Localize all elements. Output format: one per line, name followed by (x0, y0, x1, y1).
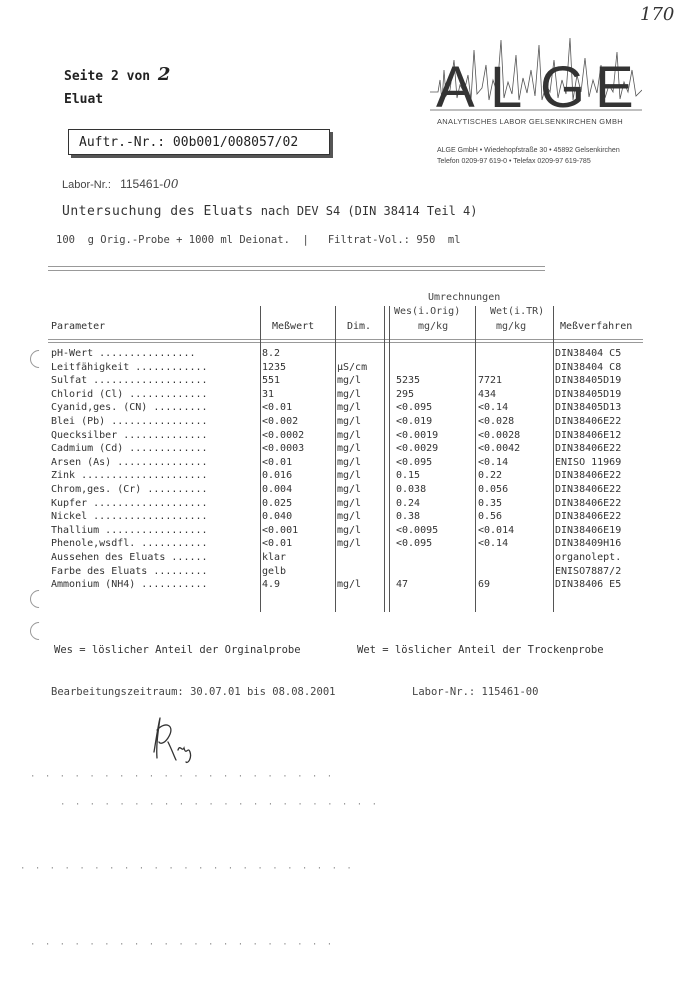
document-title-rest: nach DEV S4 (DIN 38414 Teil 4) (253, 204, 478, 218)
cell-verfahren: DIN38406E12 (555, 429, 622, 441)
table-row (0, 362, 700, 376)
cell-verfahren: DIN38406E22 (555, 511, 622, 523)
cell-wes: <0.095 (396, 538, 433, 550)
cell-dim: mg/l (337, 497, 362, 509)
column-header-parameter: Parameter (51, 321, 106, 332)
section-subtitle: Eluat (64, 92, 104, 107)
cell-dim: mg/l (337, 456, 362, 468)
scan-noise: · · · · · · · · · · · · · · · · · · · · · (30, 772, 335, 782)
scan-noise: · · · · · · · · · · · · · · · · · · · · · (30, 940, 335, 950)
cell-dim: mg/l (337, 402, 362, 414)
cell-verfahren: DIN38406E22 (555, 484, 622, 495)
table-row (0, 348, 700, 362)
cell-verfahren: DIN38404 C8 (555, 361, 622, 373)
logo-subtitle: ANALYTISCHES LABOR GELSENKIRCHEN GMBH (437, 117, 624, 126)
cell-dim: mg/l (337, 538, 362, 550)
legend-wet: Wet = löslicher Anteil der Trockenprobe (357, 644, 604, 656)
cell-verfahren: DIN38406 E5 (555, 579, 622, 591)
cell-parameter: Sulfat ................... (51, 375, 208, 387)
cell-dim: mg/l (337, 524, 362, 536)
cell-messwert: 0.016 (262, 470, 293, 482)
cell-dim: mg/l (337, 375, 362, 387)
cell-parameter: Farbe des Eluats ......... (51, 565, 208, 577)
page-indicator (64, 64, 170, 85)
cell-messwert: 31 (262, 388, 275, 400)
cell-wet: 434 (478, 388, 497, 400)
cell-verfahren: DIN38405D19 (555, 388, 622, 400)
sample-info: 100 g Orig.-Probe + 1000 ml Deionat. | Filtrat-Vol.: 950 ml (56, 234, 461, 246)
table-row (0, 402, 700, 416)
cell-parameter: Quecksilber .............. (51, 429, 208, 441)
table-row (0, 389, 700, 403)
cell-wes: 5235 (396, 375, 421, 387)
table-row (0, 484, 700, 498)
legend-wes: Wes = löslicher Anteil der Orginalprobe (54, 644, 301, 656)
cell-messwert: 1235 (262, 361, 287, 373)
cell-parameter: Thallium ................. (51, 524, 208, 536)
cell-messwert: 4.9 (262, 579, 281, 591)
cell-verfahren: DIN38406E22 (555, 416, 622, 427)
cell-dim: mg/l (337, 484, 362, 495)
cell-parameter: Chrom,ges. (Cr) .......... (51, 484, 208, 495)
cell-parameter: Cadmium (Cd) ............. (51, 443, 208, 455)
column-header-verfahren: Meßverfahren (560, 321, 633, 332)
processing-period: Bearbeitungszeitraum: 30.07.01 bis 08.08.2001 (51, 686, 336, 698)
cell-messwert: 0.040 (262, 511, 293, 523)
cell-wet: <0.028 (478, 416, 515, 427)
cell-parameter: Phenole,wsdfl. ........... (51, 538, 208, 550)
cell-wes: <0.019 (396, 416, 433, 427)
logo-phone: Telefon 0209-97 619-0 • Telefax 0209-97 619-785 (437, 158, 591, 165)
cell-wet: <0.14 (478, 402, 509, 414)
table-row (0, 375, 700, 389)
cell-verfahren: DIN38406E22 (555, 497, 622, 509)
page-total-handwritten: 2 (157, 64, 171, 85)
cell-messwert: 8.2 (262, 348, 281, 359)
cell-wet: 0.22 (478, 470, 503, 482)
scan-noise: · · · · · · · · · · · · · · · · · · · · · · · (20, 864, 354, 874)
column-header-wet: Wet(i.TR) (490, 306, 545, 317)
cell-parameter: pH-Wert ................ (51, 348, 196, 359)
cell-wet: 7721 (478, 375, 503, 387)
cell-parameter: Kupfer ................... (51, 497, 208, 509)
divider-top (48, 266, 545, 267)
table-row (0, 579, 700, 593)
order-number-box: Auftr.-Nr.: 00b001/008057/02 (68, 129, 330, 155)
cell-wes: 0.15 (396, 470, 421, 482)
cell-parameter: Arsen (As) ............... (51, 456, 208, 468)
cell-parameter: Leitfähigkeit ............ (51, 361, 208, 373)
signature (148, 712, 208, 770)
cell-parameter: Cyanid,ges. (CN) ......... (51, 402, 208, 414)
cell-dim: mg/l (337, 470, 362, 482)
cell-wet: <0.0042 (478, 443, 521, 455)
logo-address: ALGE GmbH • Wiedehopfstraße 30 • 45892 Gelsenkirchen (437, 147, 620, 154)
cell-wet: <0.14 (478, 538, 509, 550)
logo-letter-e: E (595, 55, 634, 120)
cell-dim: mg/l (337, 429, 362, 441)
cell-wet: 0.56 (478, 511, 503, 523)
cell-wet: <0.014 (478, 524, 515, 536)
labor-number-hand: 00 (163, 177, 179, 191)
cell-dim: mg/l (337, 443, 362, 455)
table-row (0, 566, 700, 580)
cell-verfahren: ENISO 11969 (555, 456, 622, 468)
cell-messwert: <0.002 (262, 416, 299, 427)
alge-logo (430, 30, 642, 125)
column-unit-wes: mg/kg (418, 321, 449, 332)
cell-messwert: <0.01 (262, 402, 293, 414)
punch-hole-mark (26, 618, 51, 643)
table-row (0, 538, 700, 552)
cell-dim: mg/l (337, 511, 362, 523)
cell-parameter: Zink ..................... (51, 470, 208, 482)
cell-wet: <0.14 (478, 456, 509, 468)
logo-letter-a: A (436, 55, 475, 120)
cell-wet: 69 (478, 579, 491, 591)
cell-messwert: <0.0003 (262, 443, 305, 455)
table-row (0, 470, 700, 484)
divider-top-2 (48, 270, 545, 271)
logo-letter-l: L (490, 55, 523, 120)
cell-verfahren: DIN38409H16 (555, 538, 622, 550)
cell-verfahren: DIN38404 C5 (555, 348, 622, 359)
cell-wes: 0.24 (396, 497, 421, 509)
cell-messwert: <0.01 (262, 456, 293, 468)
cell-messwert: <0.0002 (262, 429, 305, 441)
cell-messwert: 0.004 (262, 484, 293, 495)
cell-dim: mg/l (337, 416, 362, 427)
cell-verfahren: DIN38405D19 (555, 375, 622, 387)
cell-dim: µS/cm (337, 361, 368, 373)
table-row (0, 552, 700, 566)
cell-messwert: <0.01 (262, 538, 293, 550)
cell-verfahren: DIN38406E22 (555, 443, 622, 455)
cell-messwert: 0.025 (262, 497, 293, 509)
document-title-main: Untersuchung des Eluats (62, 204, 254, 219)
table-row (0, 498, 700, 512)
cell-dim: mg/l (337, 579, 362, 591)
cell-wes: <0.0029 (396, 443, 439, 455)
labor-number-value: 115461- (120, 177, 164, 191)
labor-number-label: Labor-Nr.: (62, 179, 111, 191)
scan-noise: · · · · · · · · · · · · · · · · · · · · · · (60, 800, 379, 810)
cell-dim: mg/l (337, 388, 362, 400)
group-header-umrechnungen: Umrechnungen (428, 292, 501, 303)
cell-wes: 0.38 (396, 511, 421, 523)
cell-messwert: 551 (262, 375, 281, 387)
logo-letter-g: G (540, 55, 586, 120)
table-row (0, 457, 700, 471)
table-row (0, 430, 700, 444)
cell-wet: 0.35 (478, 497, 503, 509)
cell-verfahren: DIN38405D13 (555, 402, 622, 414)
cell-messwert: klar (262, 552, 287, 563)
table-row (0, 525, 700, 539)
cell-verfahren: DIN38406E22 (555, 470, 622, 482)
cell-wes: 295 (396, 388, 415, 400)
column-header-dim: Dim. (347, 321, 372, 332)
cell-wes: <0.095 (396, 402, 433, 414)
cell-wet: <0.0028 (478, 429, 521, 441)
cell-verfahren: organolept. (555, 552, 622, 563)
column-unit-wet: mg/kg (496, 321, 527, 332)
cell-parameter: Blei (Pb) ................ (51, 416, 208, 427)
cell-wes: 0.038 (396, 484, 427, 495)
cell-messwert: gelb (262, 565, 287, 577)
cell-wet: 0.056 (478, 484, 509, 495)
cell-parameter: Nickel ................... (51, 511, 208, 523)
cell-wes: <0.0019 (396, 429, 439, 441)
column-header-messwert: Meßwert (272, 321, 315, 332)
cell-wes: <0.0095 (396, 524, 439, 536)
column-header-wes: Wes(i.Orig) (394, 306, 461, 317)
document-title (62, 204, 477, 219)
handwritten-page-number: 170 (640, 4, 675, 25)
cell-messwert: <0.001 (262, 524, 299, 536)
cell-parameter: Aussehen des Eluats ...... (51, 552, 208, 563)
page-indicator-text: Seite 2 von (64, 69, 158, 84)
cell-verfahren: DIN38406E19 (555, 524, 622, 536)
table-row (0, 416, 700, 430)
cell-wes: 47 (396, 579, 409, 591)
table-row (0, 511, 700, 525)
labor-number (62, 177, 179, 191)
cell-wes: <0.095 (396, 456, 433, 468)
cell-parameter: Chlorid (Cl) ............. (51, 388, 208, 400)
table-row (0, 443, 700, 457)
cell-verfahren: ENISO7887/2 (555, 565, 622, 577)
cell-parameter: Ammonium (NH4) ........... (51, 579, 208, 591)
labor-number-footer: Labor-Nr.: 115461-00 (412, 686, 539, 698)
